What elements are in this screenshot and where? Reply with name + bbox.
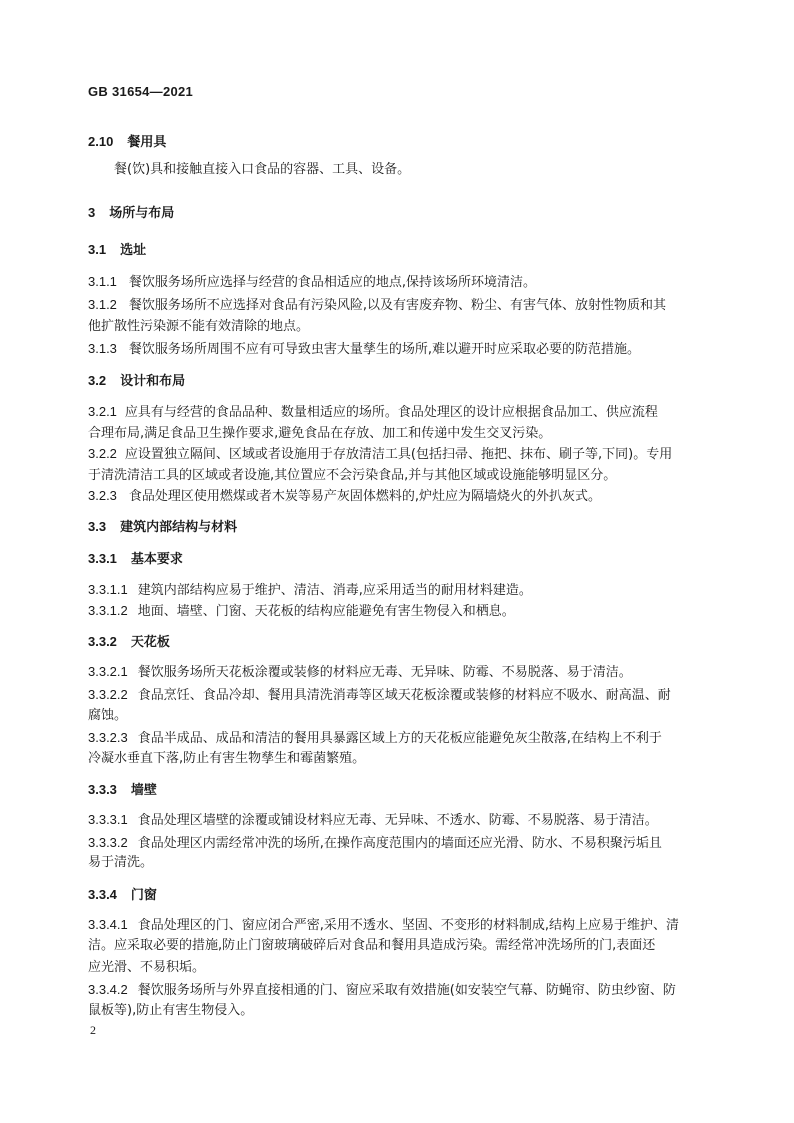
section-heading-3-1 xyxy=(88,240,146,261)
page-number: 2 xyxy=(90,1023,96,1037)
clause-3-3-3-2 xyxy=(88,833,662,854)
clause-number: 3.3.4.1 xyxy=(88,917,128,932)
clause-number: 3.2.3 xyxy=(88,488,117,503)
clause-3-2-2-cont: 于清洗清洁工具的区域或者设施,其位置应不会污染食品,并与其他区域或设施能够明显区分。 xyxy=(88,468,617,483)
clause-number: 3.3.2.1 xyxy=(88,664,128,679)
clause-text: 食品处理区使用燃煤或者木炭等易产灰固体燃料的,炉灶应为隔墙烧火的外扒灰式。 xyxy=(128,489,602,504)
clause-3-3-4-1-cont-2: 应光滑、不易积垢。 xyxy=(88,960,206,975)
section-number: 3.3.3 xyxy=(88,782,117,797)
section-title: 餐用具 xyxy=(127,135,167,150)
section-heading-2-10 xyxy=(88,132,166,153)
clause-3-3-4-1-cont-1: 洁。应采取必要的措施,防止门窗玻璃破碎后对食品和餐用具造成污染。需经常冲洗场所的门,表面还 xyxy=(88,938,656,953)
clause-3-1-2-cont: 他扩散性污染源不能有效清除的地点。 xyxy=(88,319,310,334)
clause-text: 餐饮服务场所与外界直接相通的门、窗应采取有效措施(如安装空气幕、防蝇帘、防虫纱窗、防 xyxy=(137,983,676,998)
clause-text: 食品处理区的门、窗应闭合严密,采用不透水、坚固、不变形的材料制成,结构上应易于维护、清 xyxy=(137,918,680,933)
clause-3-3-4-1 xyxy=(88,915,679,936)
clause-number: 3.3.2.3 xyxy=(88,730,128,745)
section-number: 3.3.1 xyxy=(88,551,117,566)
clause-number: 3.3.2.2 xyxy=(88,687,128,702)
standard-id-header: GB 31654—2021 xyxy=(88,84,194,99)
section-heading-3-3-1 xyxy=(88,549,183,570)
section-title: 设计和布局 xyxy=(120,374,186,389)
section-heading-3-2 xyxy=(88,371,185,392)
clause-text: 应具有与经营的食品品种、数量相适应的场所。食品处理区的设计应根据食品加工、供应流程 xyxy=(124,405,658,420)
section-heading-3 xyxy=(88,203,174,224)
section-heading-3-3-3 xyxy=(88,780,157,801)
clause-3-2-1-cont: 合理布局,满足食品卫生操作要求,避免食品在存放、加工和传递中发生交叉污染。 xyxy=(88,426,552,441)
section-title: 建筑内部结构与材料 xyxy=(120,520,238,535)
clause-number: 3.3.4.2 xyxy=(88,982,128,997)
clause-number: 3.2.2 xyxy=(88,446,117,461)
clause-number: 3.1.2 xyxy=(88,297,117,312)
clause-text: 建筑内部结构应易于维护、清洁、消毒,应采用适当的耐用材料建造。 xyxy=(137,583,532,598)
clause-3-3-4-2 xyxy=(88,980,676,1001)
clause-3-3-2-2 xyxy=(88,685,671,706)
clause-number: 3.2.1 xyxy=(88,404,117,419)
clause-3-1-2 xyxy=(88,295,666,316)
section-title: 门窗 xyxy=(130,888,157,903)
clause-3-3-4-2-cont: 鼠板等),防止有害生物侵入。 xyxy=(88,1003,254,1018)
section-number: 3.1 xyxy=(88,242,107,257)
clause-number: 3.1.3 xyxy=(88,341,117,356)
clause-3-3-2-2-cont: 腐蚀。 xyxy=(88,708,128,723)
clause-number: 3.3.3.2 xyxy=(88,835,128,850)
section-number: 3.3.4 xyxy=(88,887,117,902)
section-title: 场所与布局 xyxy=(109,206,175,221)
clause-3-3-3-1 xyxy=(88,810,658,831)
section-number: 3 xyxy=(88,205,96,220)
section-number: 3.3 xyxy=(88,519,107,534)
clause-3-3-2-3-cont: 冷凝水垂直下落,防止有害生物孳生和霉菌繁殖。 xyxy=(88,751,366,766)
clause-3-2-2 xyxy=(88,444,672,465)
section-heading-3-3-2 xyxy=(88,632,170,653)
clause-number: 3.3.1.1 xyxy=(88,582,128,597)
section-title: 选址 xyxy=(120,243,147,258)
section-number: 3.3.2 xyxy=(88,634,117,649)
section-heading-3-3-4 xyxy=(88,885,157,906)
section-number: 3.2 xyxy=(88,373,107,388)
section-heading-3-3 xyxy=(88,517,237,538)
clause-3-3-1-2 xyxy=(88,601,515,622)
clause-3-1-1 xyxy=(88,272,536,293)
section-title: 天花板 xyxy=(130,635,170,650)
clause-3-2-1 xyxy=(88,402,658,423)
clause-number: 3.3.3.1 xyxy=(88,812,128,827)
clause-text: 食品处理区内需经常冲洗的场所,在操作高度范围内的墙面还应光滑、防水、不易积聚污垢且 xyxy=(137,836,662,851)
clause-text: 食品半成品、成品和清洁的餐用具暴露区域上方的天花板应能避免灰尘散落,在结构上不利于 xyxy=(137,731,662,746)
clause-text: 食品处理区墙壁的涂覆或铺设材料应无毒、无异味、不透水、防霉、不易脱落、易于清洁。 xyxy=(137,813,658,828)
clause-3-1-3 xyxy=(88,339,640,360)
section-title: 墙壁 xyxy=(130,783,157,798)
clause-text: 餐饮服务场所不应选择对食品有污染风险,以及有害废弃物、粉尘、有害气体、放射性物质和其 xyxy=(128,298,667,313)
section-title: 基本要求 xyxy=(130,552,183,567)
clause-text: 食品烹饪、食品冷却、餐用具清洗消毒等区域天花板涂覆或装修的材料应不吸水、耐高温、耐 xyxy=(137,688,671,703)
clause-3-3-1-1 xyxy=(88,580,532,601)
clause-text: 应设置独立隔间、区域或者设施用于存放清洁工具(包括扫帚、拖把、抹布、刷子等,下同)。专用 xyxy=(124,447,673,462)
clause-number: 3.3.1.2 xyxy=(88,603,128,618)
clause-3-2-3 xyxy=(88,486,601,507)
clause-text: 餐饮服务场所周围不应有可导致虫害大量孳生的场所,难以避开时应采取必要的防范措施。 xyxy=(128,342,641,357)
clause-3-3-2-1 xyxy=(88,662,632,683)
clause-text: 餐饮服务场所应选择与经营的食品相适应的地点,保持该场所环境清洁。 xyxy=(128,275,537,290)
clause-3-3-3-2-cont: 易于清洗。 xyxy=(88,855,154,870)
clause-text: 餐饮服务场所天花板涂覆或装修的材料应无毒、无异味、防霉、不易脱落、易于清洁。 xyxy=(137,665,632,680)
section-number: 2.10 xyxy=(88,134,114,149)
clause-text: 地面、墙壁、门窗、天花板的结构应能避免有害生物侵入和栖息。 xyxy=(137,604,515,619)
clause-number: 3.1.1 xyxy=(88,274,117,289)
definition-text-2-10: 餐(饮)具和接触直接入口食品的容器、工具、设备。 xyxy=(114,162,411,177)
clause-3-3-2-3 xyxy=(88,728,662,749)
